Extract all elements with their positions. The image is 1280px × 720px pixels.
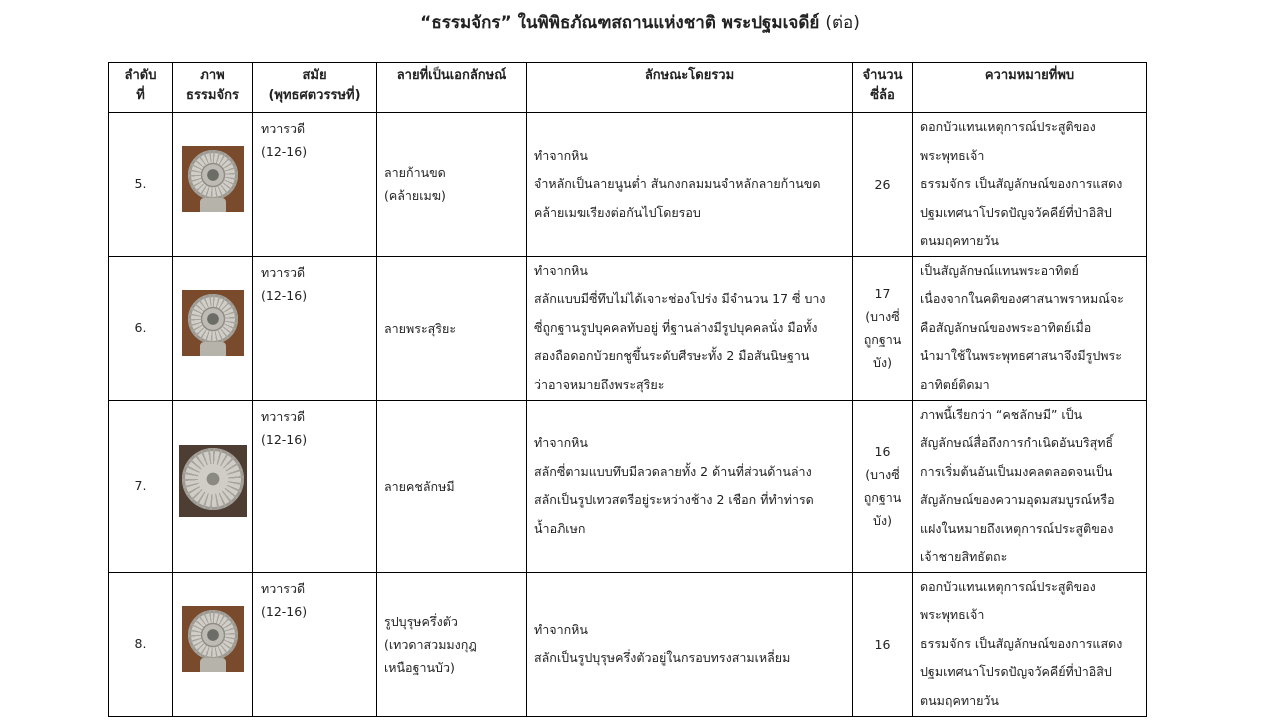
table-row — [109, 572, 1147, 716]
meaning-cell — [913, 113, 1147, 257]
pattern-lines — [384, 161, 526, 207]
spokes-lines — [853, 440, 912, 532]
text-line: ซี่ถูกฐานรูปบุคคลทับอยู่ ที่ฐานล่างมีรูปบุคคลนั่ง มือทั้ง — [534, 319, 818, 335]
header-pattern — [377, 63, 527, 113]
header-meaning-lines — [913, 66, 1146, 86]
text-line: ทำจากหิน — [534, 262, 588, 278]
dharmachakra-stone-image — [182, 606, 244, 672]
text-line: ดอกบัวแทนเหตุการณ์ประสูติของ — [920, 119, 1096, 134]
text-line: ดอกบัวแทนเหตุการณ์ประสูติของ — [920, 578, 1096, 594]
text-line: (12-16) — [261, 144, 308, 159]
text-line: การเริ่มต้นอันเป็นมงคลตลอดจนเป็น — [920, 463, 1113, 479]
text-line: บัง) — [873, 513, 892, 528]
text-line: 17 — [874, 286, 891, 301]
text-line: (12-16) — [261, 287, 308, 303]
header-no — [109, 63, 173, 113]
spokes-lines — [853, 282, 912, 374]
header-spokes — [853, 63, 913, 113]
header-no-lines — [109, 66, 172, 106]
description-lines — [534, 616, 852, 673]
pattern-cell — [377, 572, 527, 716]
text-line: 16 — [874, 636, 891, 652]
dharmachakra-stone-image — [182, 290, 244, 356]
meaning-cell — [913, 400, 1147, 572]
text-line: ลายที่เป็นเอกลักษณ์ — [396, 68, 507, 83]
text-line: ปฐมเทศนาโปรดปัญจวัคคีย์ที่ป่าอิสิป — [920, 204, 1112, 220]
text-line: สมัย — [302, 68, 327, 83]
text-line: (คล้ายเมฆ) — [384, 188, 446, 204]
text-line: สลักเป็นรูปบุรุษครึ่งตัวอยู่ในกรอบทรงสามเหลี่ยม — [534, 650, 791, 665]
era-cell — [253, 400, 377, 572]
dharmachakra-stone-image — [179, 445, 247, 517]
header-image — [173, 63, 253, 113]
text-line: ลายก้านขด — [384, 165, 446, 181]
era-cell — [253, 113, 377, 257]
era-lines — [261, 117, 376, 163]
text-line: จำนวน — [862, 68, 903, 83]
text-line: ความหมายที่พบ — [984, 68, 1075, 83]
header-meaning — [913, 63, 1147, 113]
meaning-cell — [913, 256, 1147, 400]
text-line: ตนมฤคทายวัน — [920, 233, 999, 248]
description-cell — [527, 256, 853, 400]
text-line: สลักแบบมีซี่ทึบไม่ได้เจาะช่องโปร่ง มีจำนวน 17 ซี่ บาง — [534, 291, 826, 307]
page-title-main: “ธรรมจักร” ในพิพิธภัณฑสถานแห่งชาติ พระปฐมเจดีย์ — [420, 13, 820, 33]
text-line: (12-16) — [261, 603, 308, 619]
era-lines — [261, 261, 376, 307]
meaning-lines — [920, 401, 1146, 572]
text-line: สัญลักษณ์ของความอุดมสมบูรณ์หรือ — [920, 492, 1115, 507]
text-line: สลักเป็นรูปเทวสตรีอยู่ระหว่างช้าง 2 เชือก ที่ทำท่ารด — [534, 492, 814, 507]
era-lines — [261, 405, 376, 451]
text-line: ธรรมจักร — [186, 88, 239, 103]
text-line: เหนือฐานบัว) — [384, 659, 455, 675]
table-header-row — [109, 63, 1147, 113]
spokes-lines — [853, 173, 912, 196]
dharmachakra-image-cell — [173, 572, 253, 716]
pattern-cell — [377, 400, 527, 572]
text-line: 16 — [874, 444, 891, 459]
text-line: ภาพนี้เรียกว่า “คชลักษมี” เป็น — [920, 406, 1083, 422]
header-pattern-lines — [377, 66, 526, 86]
header-description-lines — [527, 66, 852, 86]
dharmachakra-image-cell — [173, 113, 253, 257]
text-line: ทวารวดี — [261, 264, 306, 280]
row-number: 8. — [109, 572, 173, 716]
era-cell — [253, 572, 377, 716]
description-lines — [534, 257, 852, 400]
text-line: ลายคชลักษมี — [384, 478, 455, 494]
text-line: แฝงในหมายถึงเหตุการณ์ประสูติของ — [920, 520, 1114, 536]
text-line: ทำจากหิน — [534, 621, 588, 637]
spokes-lines — [853, 633, 912, 656]
meaning-lines — [920, 113, 1146, 256]
text-line: เป็นสัญลักษณ์แทนพระอาทิตย์ — [920, 262, 1079, 278]
text-line: ว่าอาจหมายถึงพระสุริยะ — [534, 376, 665, 392]
text-line: รูปบุรุษครึ่งตัว — [384, 613, 458, 629]
text-line: ถูกฐาน — [863, 332, 902, 347]
pattern-cell — [377, 113, 527, 257]
spokes-cell — [853, 400, 913, 572]
era-lines — [261, 577, 376, 623]
text-line: ทำจากหิน — [534, 435, 588, 450]
table-row — [109, 113, 1147, 257]
spokes-cell — [853, 113, 913, 257]
row-number: 7. — [109, 400, 173, 572]
text-line: (บางซี่ — [865, 309, 900, 324]
description-cell — [527, 113, 853, 257]
header-spokes-lines — [853, 66, 912, 106]
text-line: บัง) — [873, 355, 892, 370]
text-line: ภาพ — [200, 68, 225, 83]
text-line: คือสัญลักษณ์ของพระอาทิตย์เมื่อ — [920, 319, 1092, 335]
dharmachakra-image-cell — [173, 256, 253, 400]
table-row — [109, 256, 1147, 400]
text-line: ลำดับ — [124, 68, 157, 83]
text-line: ปฐมเทศนาโปรดปัญจวัคคีย์ที่ป่าอิสิป — [920, 664, 1112, 680]
header-description — [527, 63, 853, 113]
text-line: (12-16) — [261, 431, 308, 447]
spokes-cell — [853, 256, 913, 400]
text-line: (พุทธศตวรรษที่) — [268, 88, 361, 103]
text-line: คล้ายเมฆเรียงต่อกันไปโดยรอบ — [534, 204, 701, 220]
description-lines — [534, 142, 852, 228]
page-title — [0, 9, 1280, 36]
text-line: จำหลักเป็นลายนูนต่ำ สันกงกลมมนจำหลักลายก้านขด — [534, 176, 821, 191]
text-line: พระพุทธเจ้า — [920, 147, 985, 163]
text-line: ตนมฤคทายวัน — [920, 692, 999, 708]
text-line: อาทิตย์ติดมา — [920, 376, 990, 392]
text-line: น้ำอภิเษก — [534, 520, 586, 536]
meaning-lines — [920, 257, 1146, 400]
text-line: สองถือดอกบัวยกชูขึ้นระดับศีรษะทั้ง 2 มือสันนิษฐาน — [534, 348, 810, 364]
text-line: (เทวดาสวมมงกุฎ — [384, 636, 477, 652]
header-era — [253, 63, 377, 113]
row-number: 5. — [109, 113, 173, 257]
text-line: สัญลักษณ์สื่อถึงการกำเนิดอันบริสุทธิ์ — [920, 435, 1114, 450]
text-line: ทวารวดี — [261, 408, 306, 424]
description-cell — [527, 572, 853, 716]
text-line: ธรรมจักร เป็นสัญลักษณ์ของการแสดง — [920, 176, 1123, 191]
dharmachakra-image-cell — [173, 400, 253, 572]
text-line: (บางซี่ — [865, 467, 900, 482]
text-line: ซี่ล้อ — [870, 88, 895, 103]
text-line: ทำจากหิน — [534, 147, 588, 163]
text-line: นำมาใช้ในพระพุทธศาสนาจึงมีรูปพระ — [920, 348, 1122, 364]
text-line: เจ้าชายสิทธัตถะ — [920, 549, 1008, 564]
text-line: ลายพระสุริยะ — [384, 320, 457, 336]
text-line: ถูกฐาน — [863, 490, 902, 505]
text-line: ที่ — [136, 88, 145, 103]
text-line: สลักซี่ตามแบบทึบมีลวดลายทั้ง 2 ด้านที่ส่วนด้านล่าง — [534, 463, 812, 479]
text-line: 26 — [874, 176, 891, 192]
table-row — [109, 400, 1147, 572]
row-number: 6. — [109, 256, 173, 400]
text-line: ทวารวดี — [261, 580, 306, 596]
text-line: ลักษณะโดยรวม — [644, 68, 735, 83]
era-cell — [253, 256, 377, 400]
header-image-lines — [173, 66, 252, 106]
pattern-cell — [377, 256, 527, 400]
dharmachakra-table — [108, 62, 1147, 717]
description-lines — [534, 429, 852, 543]
page-title-suffix: (ต่อ) — [825, 13, 860, 33]
text-line: ทวารวดี — [261, 121, 306, 136]
text-line: พระพุทธเจ้า — [920, 607, 985, 623]
meaning-lines — [920, 573, 1146, 716]
header-era-lines — [253, 66, 376, 106]
pattern-lines — [384, 610, 526, 679]
pattern-lines — [384, 475, 526, 498]
dharmachakra-stone-image — [182, 146, 244, 212]
text-line: ธรรมจักร เป็นสัญลักษณ์ของการแสดง — [920, 635, 1123, 651]
pattern-lines — [384, 317, 526, 340]
meaning-cell — [913, 572, 1147, 716]
spokes-cell — [853, 572, 913, 716]
description-cell — [527, 400, 853, 572]
text-line: เนื่องจากในคติของศาสนาพราหมณ์จะ — [920, 291, 1124, 307]
